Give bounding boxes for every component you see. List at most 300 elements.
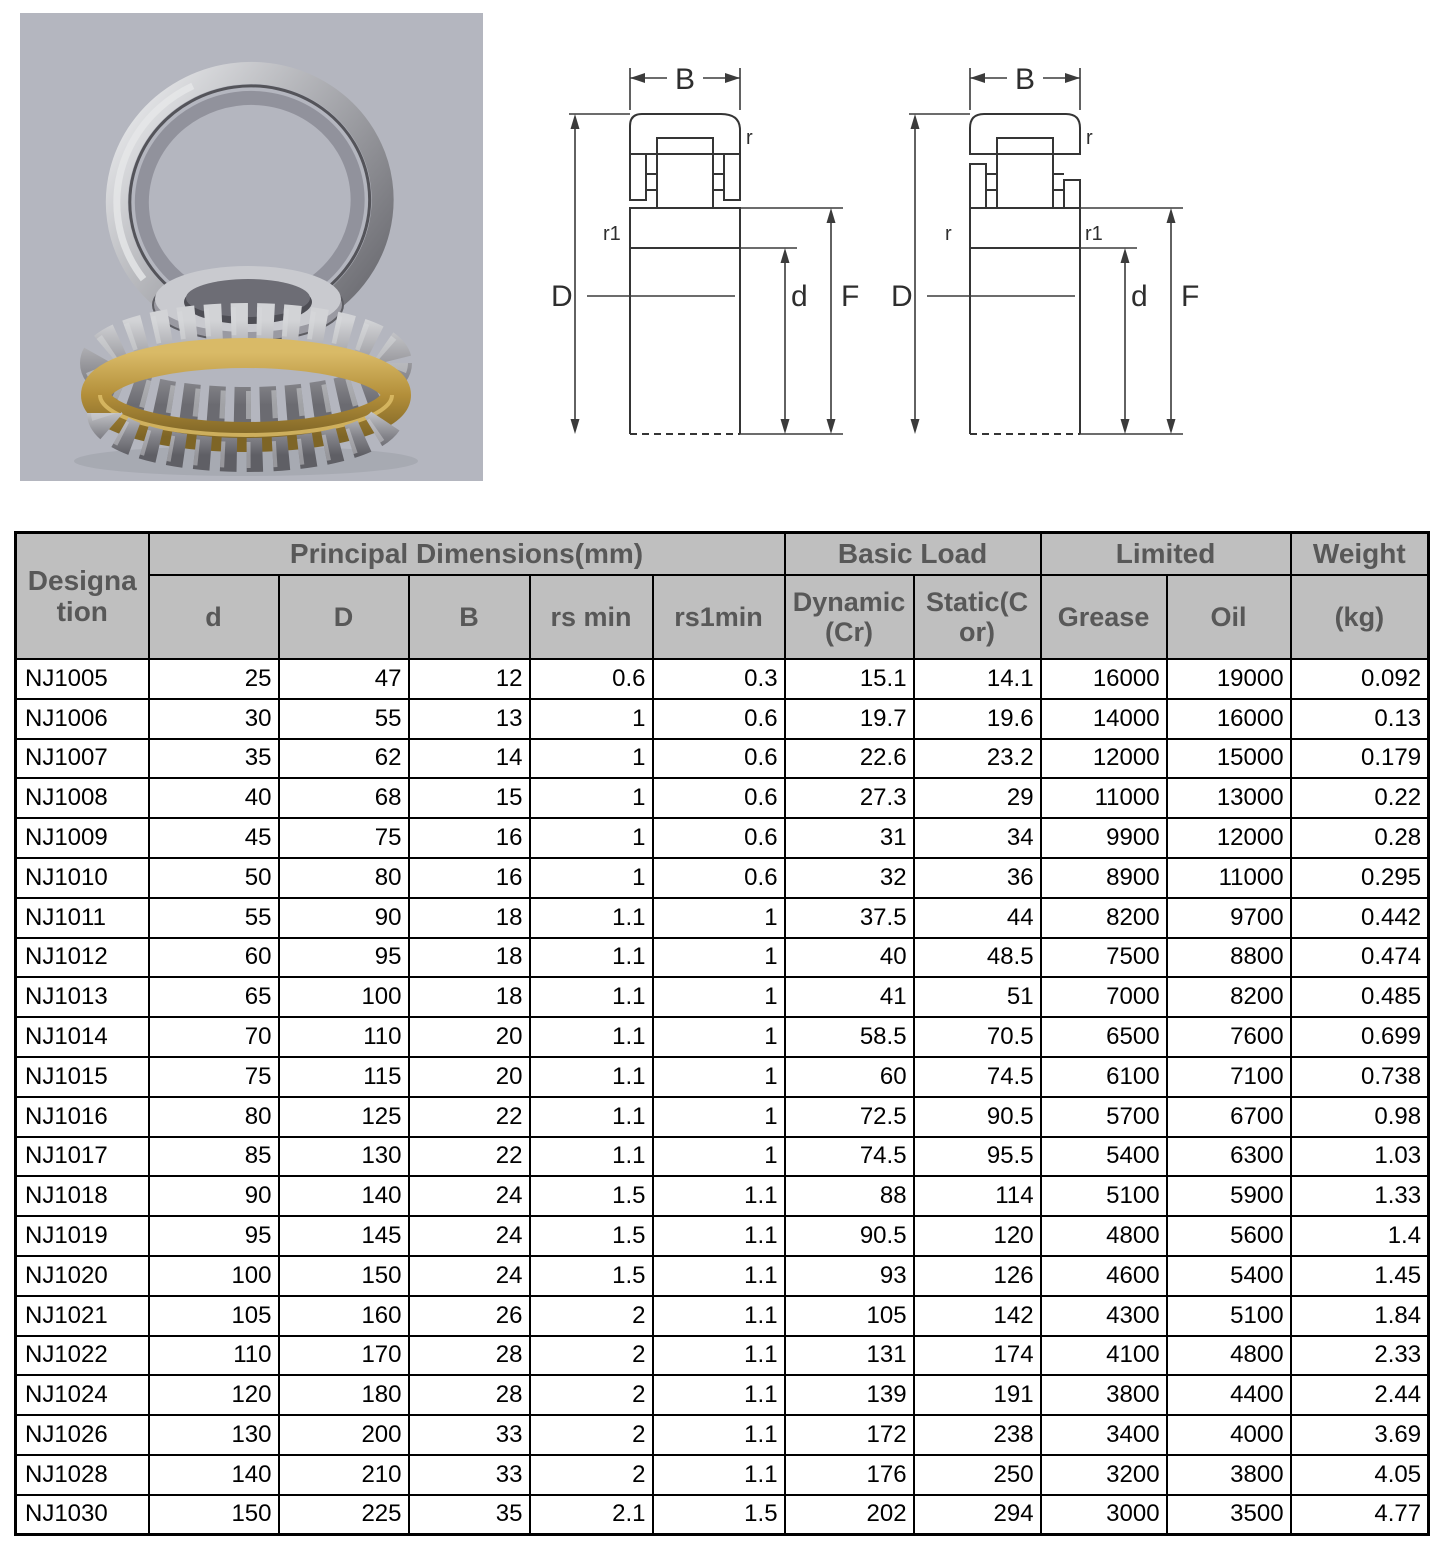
col-header-grease: Grease <box>1041 575 1167 659</box>
spec-table-header <box>16 533 1429 660</box>
value-cell: 140 <box>149 1455 279 1495</box>
value-cell: 200 <box>279 1415 409 1455</box>
value-cell: 1 <box>530 739 653 779</box>
dim-label-B: B <box>674 63 696 96</box>
value-cell: 51 <box>914 977 1041 1017</box>
value-cell: 19.6 <box>914 699 1041 739</box>
value-cell: 2 <box>530 1375 653 1415</box>
value-cell: 7500 <box>1041 938 1167 978</box>
dim-label-d: d <box>1131 280 1148 313</box>
value-cell: 139 <box>785 1375 914 1415</box>
value-cell: 5100 <box>1167 1296 1291 1336</box>
value-cell: 5900 <box>1167 1176 1291 1216</box>
value-cell: 210 <box>279 1455 409 1495</box>
dim-label-r1-right: r1 <box>1085 223 1103 245</box>
bearing-photo-image <box>20 13 483 481</box>
value-cell: 1.84 <box>1291 1296 1429 1336</box>
value-cell: 174 <box>914 1336 1041 1376</box>
value-cell: 1 <box>530 699 653 739</box>
col-header-static-cor: Static(C or) <box>914 575 1041 659</box>
value-cell: 9900 <box>1041 818 1167 858</box>
value-cell: 25 <box>149 659 279 699</box>
value-cell: 35 <box>409 1495 530 1535</box>
value-cell: 33 <box>409 1455 530 1495</box>
value-cell: 4.05 <box>1291 1455 1429 1495</box>
value-cell: 55 <box>149 898 279 938</box>
value-cell: 19.7 <box>785 699 914 739</box>
table-row <box>16 659 1429 699</box>
value-cell: 142 <box>914 1296 1041 1336</box>
value-cell: 160 <box>279 1296 409 1336</box>
value-cell: 14000 <box>1041 699 1167 739</box>
value-cell: 250 <box>914 1455 1041 1495</box>
value-cell: 16000 <box>1041 659 1167 699</box>
table-row <box>16 977 1429 1017</box>
bearing-cross-section-diagram-left <box>545 48 875 460</box>
designation-line2: tion <box>56 596 108 627</box>
value-cell: 2.44 <box>1291 1375 1429 1415</box>
value-cell: 1.4 <box>1291 1216 1429 1256</box>
value-cell: 2 <box>530 1415 653 1455</box>
value-cell: 140 <box>279 1176 409 1216</box>
designation-line1: Designa <box>27 564 137 596</box>
value-cell: 176 <box>785 1455 914 1495</box>
value-cell: 37.5 <box>785 898 914 938</box>
value-cell: 131 <box>785 1336 914 1376</box>
value-cell: 2.1 <box>530 1495 653 1535</box>
designation-cell: NJ1016 <box>16 1097 149 1137</box>
value-cell: 16 <box>409 818 530 858</box>
value-cell: 14 <box>409 739 530 779</box>
value-cell: 72.5 <box>785 1097 914 1137</box>
value-cell: 70 <box>149 1017 279 1057</box>
value-cell: 1 <box>653 1137 785 1177</box>
value-cell: 1 <box>653 977 785 1017</box>
value-cell: 31 <box>785 818 914 858</box>
value-cell: 90 <box>279 898 409 938</box>
value-cell: 6700 <box>1167 1097 1291 1137</box>
value-cell: 130 <box>279 1137 409 1177</box>
value-cell: 105 <box>785 1296 914 1336</box>
col-header-rs-min: rs min <box>530 575 653 659</box>
value-cell: 1.5 <box>530 1256 653 1296</box>
col-header-B: B <box>409 575 530 659</box>
value-cell: 4100 <box>1041 1336 1167 1376</box>
value-cell: 125 <box>279 1097 409 1137</box>
value-cell: 40 <box>149 778 279 818</box>
value-cell: 130 <box>149 1415 279 1455</box>
col-header-kg: (kg) <box>1291 575 1429 659</box>
value-cell: 20 <box>409 1057 530 1097</box>
value-cell: 4800 <box>1167 1336 1291 1376</box>
value-cell: 13000 <box>1167 778 1291 818</box>
value-cell: 3000 <box>1041 1495 1167 1535</box>
dim-label-d: d <box>791 280 808 313</box>
value-cell: 20 <box>409 1017 530 1057</box>
col-header-d: d <box>149 575 279 659</box>
value-cell: 58.5 <box>785 1017 914 1057</box>
designation-cell: NJ1022 <box>16 1336 149 1376</box>
table-row <box>16 699 1429 739</box>
value-cell: 0.738 <box>1291 1057 1429 1097</box>
value-cell: 74.5 <box>914 1057 1041 1097</box>
designation-cell: NJ1020 <box>16 1256 149 1296</box>
value-cell: 3200 <box>1041 1455 1167 1495</box>
value-cell: 26 <box>409 1296 530 1336</box>
value-cell: 5700 <box>1041 1097 1167 1137</box>
dim-label-r1: r1 <box>603 223 621 245</box>
value-cell: 1 <box>653 1057 785 1097</box>
value-cell: 18 <box>409 938 530 978</box>
value-cell: 5400 <box>1041 1137 1167 1177</box>
value-cell: 16 <box>409 858 530 898</box>
value-cell: 95.5 <box>914 1137 1041 1177</box>
value-cell: 1.1 <box>653 1455 785 1495</box>
value-cell: 47 <box>279 659 409 699</box>
designation-cell: NJ1021 <box>16 1296 149 1336</box>
designation-cell: NJ1030 <box>16 1495 149 1535</box>
inner-ring-section <box>630 208 740 248</box>
designation-cell: NJ1013 <box>16 977 149 1017</box>
value-cell: 0.13 <box>1291 699 1429 739</box>
value-cell: 29 <box>914 778 1041 818</box>
value-cell: 145 <box>279 1216 409 1256</box>
value-cell: 294 <box>914 1495 1041 1535</box>
col-header-oil: Oil <box>1167 575 1291 659</box>
value-cell: 14.1 <box>914 659 1041 699</box>
value-cell: 3800 <box>1041 1375 1167 1415</box>
value-cell: 18 <box>409 977 530 1017</box>
value-cell: 16000 <box>1167 699 1291 739</box>
value-cell: 62 <box>279 739 409 779</box>
table-row <box>16 818 1429 858</box>
value-cell: 85 <box>149 1137 279 1177</box>
value-cell: 110 <box>279 1017 409 1057</box>
value-cell: 1 <box>530 778 653 818</box>
value-cell: 100 <box>279 977 409 1017</box>
designation-cell: NJ1014 <box>16 1017 149 1057</box>
table-row <box>16 1336 1429 1376</box>
value-cell: 88 <box>785 1176 914 1216</box>
table-row <box>16 1097 1429 1137</box>
value-cell: 1.1 <box>653 1296 785 1336</box>
designation-cell: NJ1012 <box>16 938 149 978</box>
value-cell: 8200 <box>1167 977 1291 1017</box>
value-cell: 1.5 <box>530 1176 653 1216</box>
table-row <box>16 1057 1429 1097</box>
value-cell: 4400 <box>1167 1375 1291 1415</box>
value-cell: 90 <box>149 1176 279 1216</box>
value-cell: 11000 <box>1041 778 1167 818</box>
value-cell: 1 <box>653 1017 785 1057</box>
value-cell: 4600 <box>1041 1256 1167 1296</box>
value-cell: 1.1 <box>653 1176 785 1216</box>
value-cell: 180 <box>279 1375 409 1415</box>
value-cell: 35 <box>149 739 279 779</box>
value-cell: 8200 <box>1041 898 1167 938</box>
value-cell: 12000 <box>1041 739 1167 779</box>
value-cell: 1.1 <box>530 1137 653 1177</box>
value-cell: 1.1 <box>530 1097 653 1137</box>
value-cell: 1.5 <box>530 1216 653 1256</box>
bearing-spec-table <box>14 531 1430 1536</box>
value-cell: 1.1 <box>653 1256 785 1296</box>
value-cell: 8800 <box>1167 938 1291 978</box>
dim-label-D: D <box>891 280 913 313</box>
value-cell: 1.1 <box>653 1415 785 1455</box>
value-cell: 27.3 <box>785 778 914 818</box>
table-row <box>16 1137 1429 1177</box>
value-cell: 18 <box>409 898 530 938</box>
value-cell: 3.69 <box>1291 1415 1429 1455</box>
value-cell: 75 <box>279 818 409 858</box>
value-cell: 95 <box>149 1216 279 1256</box>
value-cell: 1.1 <box>530 898 653 938</box>
roller-section <box>997 138 1053 208</box>
dim-label-D: D <box>551 280 573 313</box>
value-cell: 0.28 <box>1291 818 1429 858</box>
value-cell: 24 <box>409 1256 530 1296</box>
value-cell: 172 <box>785 1415 914 1455</box>
value-cell: 0.179 <box>1291 739 1429 779</box>
value-cell: 225 <box>279 1495 409 1535</box>
designation-cell: NJ1019 <box>16 1216 149 1256</box>
value-cell: 90.5 <box>785 1216 914 1256</box>
value-cell: 2 <box>530 1296 653 1336</box>
value-cell: 23.2 <box>914 739 1041 779</box>
value-cell: 4.77 <box>1291 1495 1429 1535</box>
col-header-D: D <box>279 575 409 659</box>
value-cell: 120 <box>149 1375 279 1415</box>
value-cell: 6500 <box>1041 1017 1167 1057</box>
value-cell: 55 <box>279 699 409 739</box>
value-cell: 45 <box>149 818 279 858</box>
table-row <box>16 938 1429 978</box>
table-row <box>16 778 1429 818</box>
value-cell: 11000 <box>1167 858 1291 898</box>
value-cell: 44 <box>914 898 1041 938</box>
dim-label-r-top: r <box>1086 127 1093 149</box>
value-cell: 120 <box>914 1216 1041 1256</box>
value-cell: 5600 <box>1167 1216 1291 1256</box>
value-cell: 1 <box>530 858 653 898</box>
designation-cell: NJ1010 <box>16 858 149 898</box>
value-cell: 1 <box>653 938 785 978</box>
value-cell: 22 <box>409 1097 530 1137</box>
designation-cell: NJ1024 <box>16 1375 149 1415</box>
value-cell: 15 <box>409 778 530 818</box>
table-row <box>16 1296 1429 1336</box>
value-cell: 7100 <box>1167 1057 1291 1097</box>
value-cell: 24 <box>409 1216 530 1256</box>
inner-ring-section <box>970 208 1080 248</box>
value-cell: 12 <box>409 659 530 699</box>
value-cell: 0.6 <box>653 739 785 779</box>
value-cell: 1.5 <box>653 1495 785 1535</box>
value-cell: 0.6 <box>653 699 785 739</box>
value-cell: 0.442 <box>1291 898 1429 938</box>
value-cell: 15000 <box>1167 739 1291 779</box>
designation-cell: NJ1018 <box>16 1176 149 1216</box>
value-cell: 68 <box>279 778 409 818</box>
value-cell: 1 <box>653 898 785 938</box>
value-cell: 3500 <box>1167 1495 1291 1535</box>
value-cell: 1.1 <box>653 1216 785 1256</box>
table-row <box>16 898 1429 938</box>
value-cell: 1.1 <box>653 1336 785 1376</box>
value-cell: 0.6 <box>530 659 653 699</box>
value-cell: 9700 <box>1167 898 1291 938</box>
group-header-limited: Limited <box>1041 533 1291 576</box>
spec-table-body <box>16 659 1429 1535</box>
value-cell: 3800 <box>1167 1455 1291 1495</box>
value-cell: 0.092 <box>1291 659 1429 699</box>
value-cell: 22 <box>409 1137 530 1177</box>
col-header-dynamic-cr: Dynamic (Cr) <box>785 575 914 659</box>
designation-cell: NJ1005 <box>16 659 149 699</box>
col-header-rs1-min: rs1min <box>653 575 785 659</box>
table-row <box>16 739 1429 779</box>
value-cell: 80 <box>149 1097 279 1137</box>
bearing-cross-section-diagram-right <box>885 48 1215 460</box>
table-row <box>16 1017 1429 1057</box>
value-cell: 12000 <box>1167 818 1291 858</box>
designation-cell: NJ1028 <box>16 1455 149 1495</box>
group-header-basic-load: Basic Load <box>785 533 1041 576</box>
dim-label-r-left: r <box>945 223 952 245</box>
value-cell: 2 <box>530 1455 653 1495</box>
value-cell: 0.295 <box>1291 858 1429 898</box>
designation-cell: NJ1026 <box>16 1415 149 1455</box>
outer-ring-section <box>630 114 740 154</box>
value-cell: 1.1 <box>653 1375 785 1415</box>
value-cell: 238 <box>914 1415 1041 1455</box>
value-cell: 13 <box>409 699 530 739</box>
value-cell: 95 <box>279 938 409 978</box>
value-cell: 60 <box>149 938 279 978</box>
table-row <box>16 1495 1429 1535</box>
dim-label-B: B <box>1014 63 1036 96</box>
value-cell: 30 <box>149 699 279 739</box>
group-header-principal-dimensions: Principal Dimensions(mm) <box>149 533 785 576</box>
value-cell: 6300 <box>1167 1137 1291 1177</box>
value-cell: 1.1 <box>530 938 653 978</box>
value-cell: 15.1 <box>785 659 914 699</box>
value-cell: 80 <box>279 858 409 898</box>
value-cell: 114 <box>914 1176 1041 1216</box>
value-cell: 19000 <box>1167 659 1291 699</box>
value-cell: 4800 <box>1041 1216 1167 1256</box>
value-cell: 126 <box>914 1256 1041 1296</box>
value-cell: 202 <box>785 1495 914 1535</box>
designation-cell: NJ1017 <box>16 1137 149 1177</box>
value-cell: 22.6 <box>785 739 914 779</box>
value-cell: 115 <box>279 1057 409 1097</box>
designation-cell: NJ1007 <box>16 739 149 779</box>
value-cell: 65 <box>149 977 279 1017</box>
value-cell: 1 <box>653 1097 785 1137</box>
designation-cell: NJ1015 <box>16 1057 149 1097</box>
value-cell: 0.22 <box>1291 778 1429 818</box>
value-cell: 70.5 <box>914 1017 1041 1057</box>
table-row <box>16 1455 1429 1495</box>
value-cell: 191 <box>914 1375 1041 1415</box>
value-cell: 41 <box>785 977 914 1017</box>
value-cell: 0.6 <box>653 858 785 898</box>
roller-section <box>657 138 713 208</box>
value-cell: 150 <box>149 1495 279 1535</box>
value-cell: 0.485 <box>1291 977 1429 1017</box>
value-cell: 110 <box>149 1336 279 1376</box>
value-cell: 36 <box>914 858 1041 898</box>
value-cell: 1.33 <box>1291 1176 1429 1216</box>
value-cell: 1.03 <box>1291 1137 1429 1177</box>
table-row <box>16 1256 1429 1296</box>
dim-label-F: F <box>1181 280 1200 313</box>
value-cell: 28 <box>409 1375 530 1415</box>
value-cell: 0.699 <box>1291 1017 1429 1057</box>
value-cell: 170 <box>279 1336 409 1376</box>
table-row <box>16 1415 1429 1455</box>
value-cell: 4000 <box>1167 1415 1291 1455</box>
value-cell: 2 <box>530 1336 653 1376</box>
value-cell: 2.33 <box>1291 1336 1429 1376</box>
value-cell: 1 <box>530 818 653 858</box>
designation-cell: NJ1011 <box>16 898 149 938</box>
value-cell: 0.3 <box>653 659 785 699</box>
value-cell: 48.5 <box>914 938 1041 978</box>
value-cell: 28 <box>409 1336 530 1376</box>
value-cell: 93 <box>785 1256 914 1296</box>
value-cell: 34 <box>914 818 1041 858</box>
value-cell: 33 <box>409 1415 530 1455</box>
table-row <box>16 858 1429 898</box>
dim-label-r: r <box>746 127 753 149</box>
value-cell: 90.5 <box>914 1097 1041 1137</box>
value-cell: 0.6 <box>653 778 785 818</box>
value-cell: 24 <box>409 1176 530 1216</box>
value-cell: 1.1 <box>530 1057 653 1097</box>
bearing-photo <box>20 13 483 481</box>
value-cell: 5100 <box>1041 1176 1167 1216</box>
designation-cell: NJ1009 <box>16 818 149 858</box>
value-cell: 1.1 <box>530 977 653 1017</box>
outer-ring-section <box>970 114 1080 154</box>
value-cell: 8900 <box>1041 858 1167 898</box>
designation-cell: NJ1006 <box>16 699 149 739</box>
value-cell: 75 <box>149 1057 279 1097</box>
value-cell: 5400 <box>1167 1256 1291 1296</box>
value-cell: 150 <box>279 1256 409 1296</box>
value-cell: 74.5 <box>785 1137 914 1177</box>
value-cell: 0.474 <box>1291 938 1429 978</box>
value-cell: 40 <box>785 938 914 978</box>
value-cell: 1.45 <box>1291 1256 1429 1296</box>
value-cell: 32 <box>785 858 914 898</box>
value-cell: 100 <box>149 1256 279 1296</box>
value-cell: 0.98 <box>1291 1097 1429 1137</box>
value-cell: 6100 <box>1041 1057 1167 1097</box>
designation-cell: NJ1008 <box>16 778 149 818</box>
col-header-designation <box>16 533 149 660</box>
value-cell: 7600 <box>1167 1017 1291 1057</box>
group-header-weight: Weight <box>1291 533 1429 576</box>
value-cell: 105 <box>149 1296 279 1336</box>
value-cell: 0.6 <box>653 818 785 858</box>
dim-label-F: F <box>841 280 860 313</box>
table-row <box>16 1216 1429 1256</box>
value-cell: 7000 <box>1041 977 1167 1017</box>
